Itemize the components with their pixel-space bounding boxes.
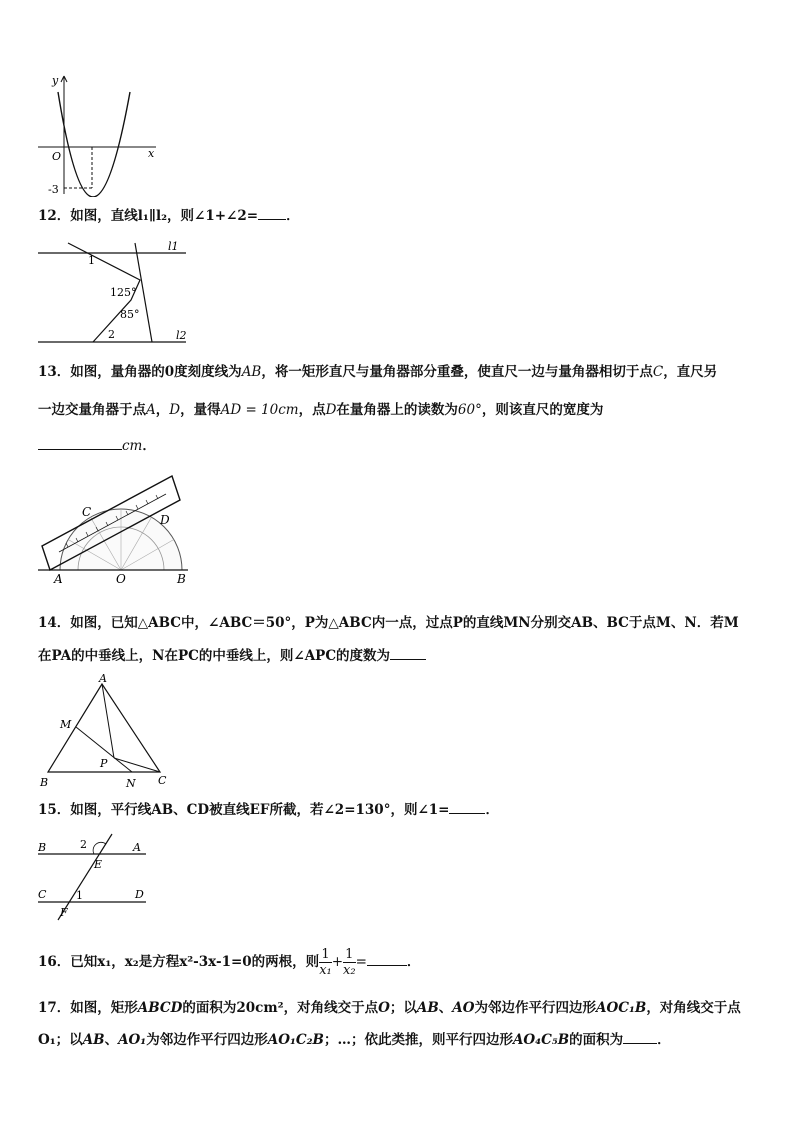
point-a-label: A	[99, 672, 107, 685]
angle-1-label: 1	[88, 254, 95, 267]
point-c-label: C	[82, 505, 92, 519]
triangle-figure-14	[38, 672, 178, 792]
protractor-ruler-figure	[38, 472, 198, 588]
point-o-label: O	[116, 572, 126, 586]
parallel-lines-figure-15	[38, 832, 158, 924]
point-a-label: A	[133, 841, 141, 854]
parabola-figure	[38, 72, 168, 197]
answer-blank	[367, 965, 407, 966]
point-f-label: F	[60, 906, 68, 919]
angle-1-label: 1	[76, 889, 83, 902]
origin-label: O	[52, 150, 62, 163]
point-d-label: D	[135, 888, 144, 901]
question-14-line-1: 14．如图，已知△ABC中，∠ABC＝50°，P为△ABC内一点，过点P的直线MN分别交AB、BC于点M、N．若M	[38, 615, 739, 631]
angle-125-label: 125°	[110, 286, 137, 299]
point-b-label: B	[40, 776, 49, 789]
point-b-label: B	[38, 841, 47, 854]
answer-blank	[390, 659, 426, 660]
line-l1-label: l1	[168, 240, 179, 253]
point-m-label: M	[60, 718, 72, 731]
x-axis-label: x	[148, 147, 155, 160]
fraction-1-over-x1: $\frac{1}{\text{x₁}}$	[319, 947, 332, 978]
point-p-label: P	[100, 757, 108, 770]
question-12: 12．如图，直线l₁∥l₂，则∠1+∠2= ．	[38, 208, 300, 224]
point-a-label: A	[54, 572, 63, 586]
angle-2-label: 2	[80, 838, 87, 851]
fraction-1-over-x2: $\frac{1}{\text{x₂}}$	[343, 947, 356, 978]
point-e-label: E	[94, 858, 103, 871]
minus-three-label: -3	[48, 183, 59, 196]
point-n-label: N	[126, 777, 136, 790]
angle-2-label: 2	[108, 328, 115, 341]
y-axis-label: y	[52, 74, 59, 87]
answer-blank	[623, 1043, 657, 1044]
answer-blank	[38, 449, 122, 450]
question-17-line-1: 17．如图，矩形ABCD的面积为20cm²，对角线交于点O；以AB、AO为邻边作平行四边形AOC₁B，对角线交于点	[38, 1000, 741, 1016]
answer-blank	[449, 813, 485, 814]
question-15: 15．如图，平行线AB、CD被直线EF所截，若∠2=130°，则∠1= ．	[38, 802, 499, 818]
answer-blank	[258, 219, 286, 220]
question-13-line-2: 一边交量角器于点A，D，量得AD = 10cm，点D在量角器上的读数为60°，则该直尺的宽度为	[38, 402, 604, 418]
line-l2-label: l2	[176, 329, 187, 342]
question-16: 16．已知x₁，x₂是方程x²-3x-1=0的两根，则 $\frac{1}{\text{x₁}}$ + $\frac{1}{\text{x₂}}$ = ．	[38, 947, 421, 978]
point-d-label: D	[160, 513, 170, 527]
point-c-label: C	[158, 774, 167, 787]
angle-85-label: 85°	[120, 308, 140, 321]
question-14-line-2: 在PA的中垂线上，N在PC的中垂线上，则∠APC的度数为	[38, 646, 426, 666]
question-13-line-1: 13．如图，量角器的0度刻度线为AB，将一矩形直尺与量角器部分重叠，使直尺一边与量角器相切于点C，直尺另	[38, 364, 718, 380]
point-c-label: C	[38, 888, 47, 901]
question-13-line-3: cm．	[38, 436, 156, 456]
question-17-line-2: O₁；以AB、AO₁为邻边作平行四边形AO₁C₂B；…；依此类推，则平行四边形AO₄C₅B的面积为 ．	[38, 1032, 671, 1048]
point-b-label: B	[177, 572, 186, 586]
parallel-lines-figure-12	[38, 238, 198, 350]
